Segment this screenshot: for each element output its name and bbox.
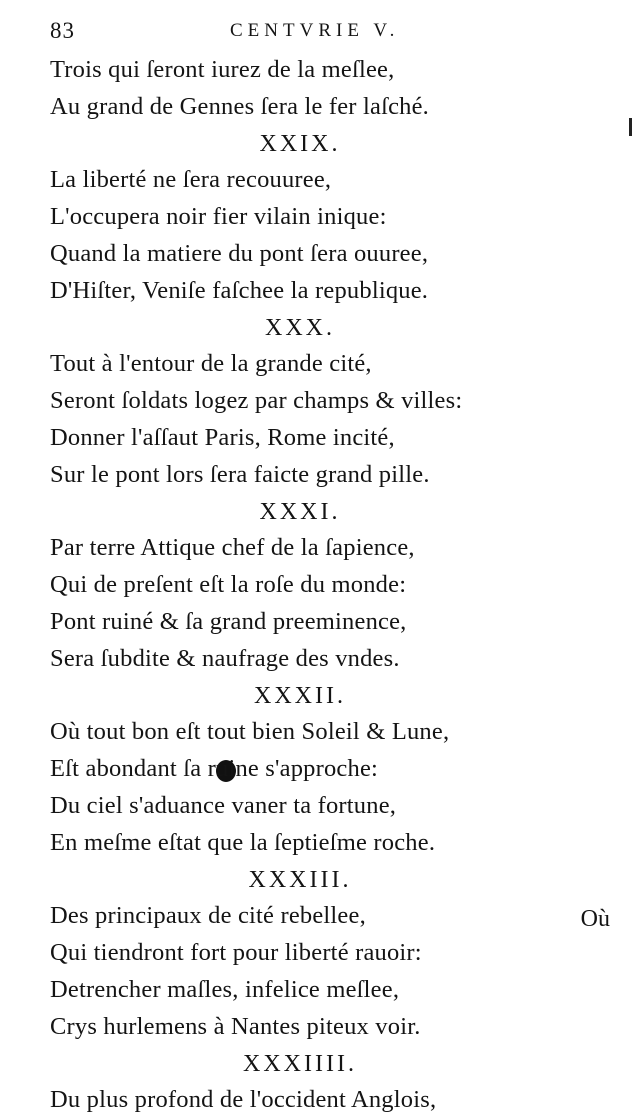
verse-line: Au grand de Gennes ſera le fer laſché. [50,92,429,120]
verse-line: Donner l'aſſaut Paris, Rome incité, [50,423,395,451]
verse-line: Du plus profond de l'occident Anglois, [50,1086,437,1114]
catchword: Où [580,906,610,932]
verse-line: Sur le pont lors ſera faicte grand pille. [50,460,430,488]
quatrain-text [50,52,610,1119]
margin-mark [629,118,632,136]
verse-line: Des principaux de cité rebellee, [50,902,366,930]
page-number: 83 [50,18,75,43]
running-head: CENTVRIE V. [230,20,400,41]
verse-line: Pont ruiné & ſa grand preeminence, [50,607,407,635]
verse-line: Detrencher maſles, infelice meſlee, [50,975,400,1003]
verse-line: La liberté ne ſera recouuree, [50,166,332,194]
verse-line: Eſt abondant ſa ruine s'approche: [50,755,379,783]
quatrain-number: XXXII. [254,682,346,709]
quatrain-number: XXXIIII. [243,1050,357,1077]
quatrain-number: XXXIII. [248,866,352,893]
verse-line: Par terre Attique chef de la ſapience, [50,534,415,562]
verse-line: Crys hurlemens à Nantes piteux voir. [50,1012,421,1040]
verse-line: Tout à l'entour de la grande cité, [50,350,372,378]
quatrain-number: XXXI. [259,498,341,525]
verse-line: Qui tiendront fort pour liberté rauoir: [50,939,422,967]
verse-line: Quand la matiere du pont ſera ouuree, [50,239,429,267]
verse-line: Sera ſubdite & naufrage des vndes. [50,644,400,672]
verse-line: Du ciel s'aduance vaner ta fortune, [50,791,397,819]
verse-line: Qui de preſent eſt la roſe du monde: [50,571,407,599]
quatrain-number: XXX. [265,314,335,341]
verse-line: Trois qui ſeront iurez de la meſlee, [50,56,395,83]
verse-line: Où tout bon eſt tout bien Soleil & Lune, [50,718,450,746]
verse-line: D'Hiſter, Veniſe faſchee la republique. [50,276,429,304]
verse-line: L'occupera noir fier vilain inique: [50,203,387,231]
quatrain-number: XXIX. [259,130,341,157]
verse-line: En meſme eſtat que la ſeptieſme roche. [50,828,436,856]
verse-line: Seront ſoldats logez par champs & villes: [50,387,463,415]
